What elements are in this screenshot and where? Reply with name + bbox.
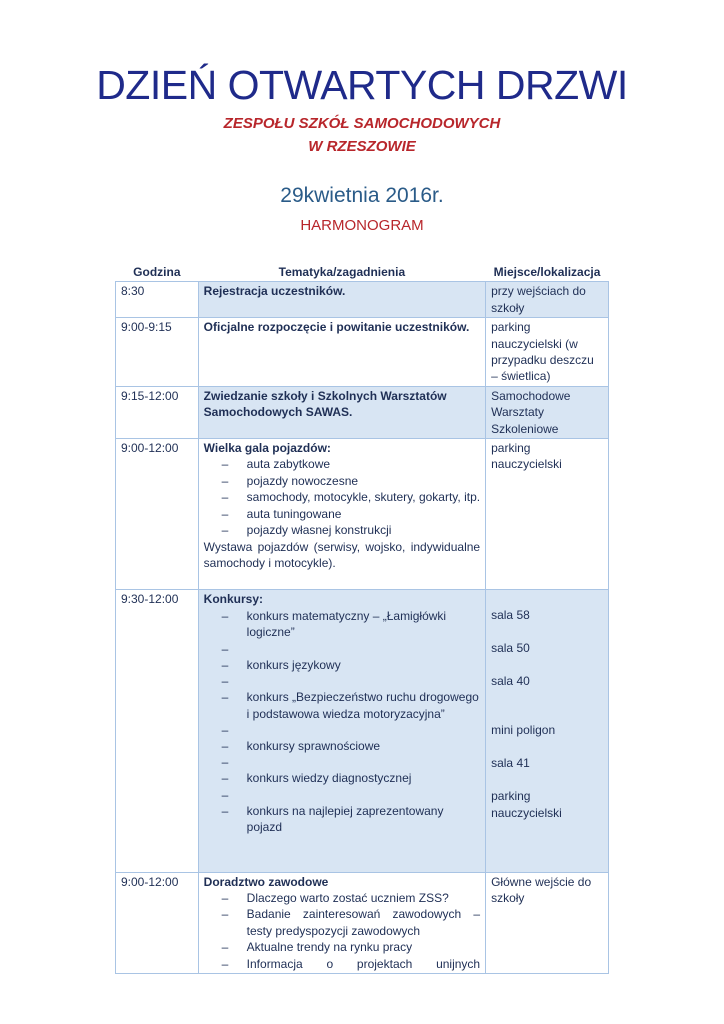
row-topic: Wielka gala pojazdów:	[203, 441, 331, 456]
list-item: – konkurs matematyczny – „Łamigłówki logiczne”	[204, 608, 480, 641]
list-item: – konkurs „Bezpieczeństwo ruchu drogowego i podstawowa wiedza motoryzacyjna”	[204, 689, 480, 722]
contest-place: sala 58	[491, 608, 530, 623]
row-topic: Rejestracja uczestników.	[198, 282, 485, 318]
row-topic-cell	[198, 590, 485, 872]
contest-list	[204, 608, 480, 836]
column-header-topic: Tematyka/zagadnienia	[278, 265, 406, 279]
list-item: – Badanie zainteresowań zawodowych – testy predyspozycji zawodowych	[204, 906, 480, 939]
contest-place: sala 50	[491, 641, 530, 656]
row-place: parking nauczycielski	[486, 439, 609, 590]
list-item: – Informacja o projektach unijnych	[204, 956, 480, 972]
row-time: 9:00-12:00	[116, 439, 199, 590]
row-topic-cell	[198, 872, 485, 973]
list-item: – samochody, motocykle, skutery, gokarty, itp.	[204, 489, 480, 505]
event-date: 29kwietnia 2016r.	[280, 184, 444, 207]
row-topic: Zwiedzanie szkoły i Szkolnych Warsztatów Samochodowych SAWAS.	[198, 386, 485, 438]
row-place: Główne wejście do szkoły	[486, 872, 609, 973]
table-row	[116, 872, 609, 973]
list-item: – konkursy sprawnościowe	[204, 738, 480, 754]
row-topic: Doradztwo zawodowe	[203, 874, 329, 889]
column-header-place: Miejsce/lokalizacja	[493, 265, 601, 279]
list-item: – auta tuningowane	[204, 506, 480, 522]
table-header-row	[116, 262, 609, 282]
list-item: – konkurs na najlepiej zaprezentowany pojazd	[204, 803, 480, 836]
contest-place: parking nauczycielski	[491, 789, 562, 820]
row-time: 9:30-12:00	[116, 590, 199, 872]
row-time: 9:00-9:15	[116, 318, 199, 387]
row-time: 8:30	[116, 282, 199, 318]
list-item: – konkurs wiedzy diagnostycznej	[204, 770, 480, 786]
contest-place: sala 41	[491, 756, 530, 771]
vehicle-list	[204, 456, 480, 538]
row-time: 9:15-12:00	[116, 386, 199, 438]
table-row	[116, 282, 609, 318]
row-places-cell	[486, 590, 609, 872]
column-header-time: Godzina	[133, 265, 181, 279]
exhibition-note: Wystawa pojazdów (serwisy, wojsko, indywidualne samochody i motocykle).	[203, 539, 481, 570]
page-title: DZIEŃ OTWARTYCH DRZWI	[96, 62, 628, 108]
table-row	[116, 318, 609, 387]
row-topic-cell	[198, 439, 485, 590]
row-time: 9:00-12:00	[116, 872, 199, 973]
list-item: – Aktualne trendy na rynku pracy	[204, 939, 480, 955]
row-topic: Oficjalne rozpoczęcie i powitanie uczestników.	[198, 318, 485, 387]
school-name-line1: ZESPOŁU SZKÓŁ SAMOCHODOWYCH	[223, 115, 501, 132]
table-row	[116, 439, 609, 590]
school-name-line2: W RZESZOWIE	[308, 138, 416, 155]
schedule-table	[115, 262, 609, 974]
contest-place: sala 40	[491, 674, 530, 689]
contest-place: mini poligon	[491, 723, 556, 738]
row-topic: Konkursy:	[203, 592, 264, 607]
career-list	[204, 890, 480, 972]
list-item: – konkurs językowy	[204, 657, 480, 673]
table-row	[116, 590, 609, 872]
list-item: – pojazdy własnej konstrukcji	[204, 522, 480, 538]
table-row	[116, 386, 609, 438]
list-item: – pojazdy nowoczesne	[204, 473, 480, 489]
row-place: przy wejściach do szkoły	[486, 282, 609, 318]
row-place: Samochodowe Warsztaty Szkoleniowe	[486, 386, 609, 438]
schedule-label: HARMONOGRAM	[300, 217, 424, 234]
list-item: – auta zabytkowe	[204, 456, 480, 472]
list-item: – Dlaczego warto zostać uczniem ZSS?	[204, 890, 480, 906]
row-place: parking nauczycielski (w przypadku deszczu – świetlica)	[486, 318, 609, 387]
